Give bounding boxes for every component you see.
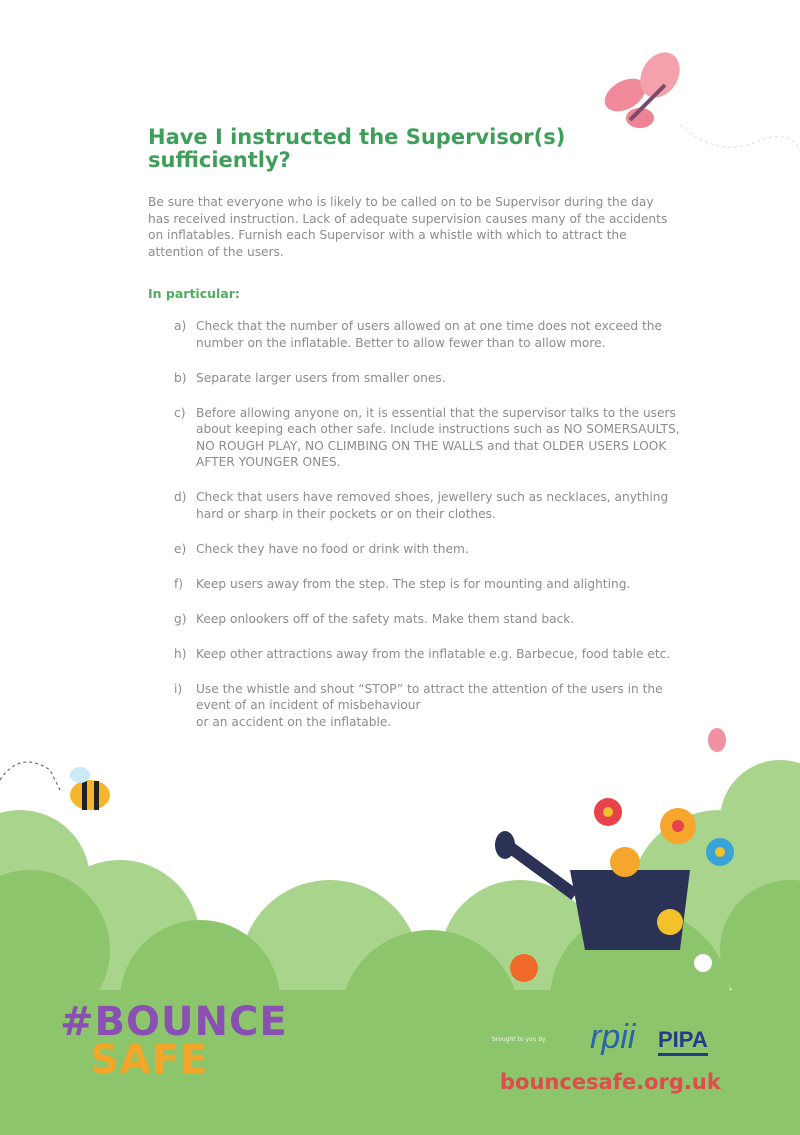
list-item xyxy=(174,611,684,628)
rpii-logo: rpii xyxy=(590,1018,636,1056)
list-item xyxy=(174,576,684,593)
item-text: Before allowing anyone on, it is essential that the supervisor talks to the users about keeping each other safe. Include instructions such as NO SOMERSAULTS, NO ROUGH PLAY, NO CLIMBING ON THE WALLS and that OLDER USERS LOOK AFTER YOUNGER ONES. xyxy=(196,405,680,469)
item-text: Separate larger users from smaller ones. xyxy=(196,370,446,385)
butterfly-icon xyxy=(599,45,688,128)
bouncesafe-logo xyxy=(60,999,288,1083)
item-text: Keep onlookers off of the safety mats. Make them stand back. xyxy=(196,611,575,626)
item-marker: f) xyxy=(174,576,184,591)
logo-line-2: SAFE xyxy=(90,1037,209,1083)
item-text: Keep other attractions away from the inflatable e.g. Barbecue, food table etc. xyxy=(196,646,671,661)
item-marker: b) xyxy=(174,370,187,385)
item-text: Check that the number of users allowed on at one time does not exceed the number on the inflatable. Better to allow fewer than to allow more. xyxy=(196,319,662,350)
subheading: In particular: xyxy=(148,286,240,301)
item-marker: a) xyxy=(174,319,187,333)
list-item xyxy=(174,318,684,351)
intro-paragraph: Be sure that everyone who is likely to be called on to be Supervisor during the day has received instruction. Lack of adequate supervision causes many of the accidents on inflatables. Furnish each Supervisor with a whistle with which to attract the attention of the users. xyxy=(148,195,668,259)
item-marker: d) xyxy=(174,490,187,504)
item-marker: g) xyxy=(174,611,187,626)
item-marker: i) xyxy=(174,681,183,696)
list-item xyxy=(174,370,684,387)
item-text: Check they have no food or drink with them. xyxy=(196,541,469,556)
pipa-logo: PIPA xyxy=(658,1027,708,1056)
bee-icon xyxy=(70,767,110,810)
small-butterfly-icon xyxy=(708,728,726,752)
instruction-list xyxy=(174,318,684,749)
item-marker: h) xyxy=(174,646,187,661)
list-item xyxy=(174,681,684,731)
list-item xyxy=(174,541,684,558)
logo-line-1: #BOUNCE xyxy=(60,999,288,1045)
item-text: Use the whistle and shout “STOP” to attract the attention of the users in the event of an incident of misbehaviour or an accident on the inflatable. xyxy=(196,681,663,729)
list-item xyxy=(174,489,684,522)
list-item xyxy=(174,405,684,471)
item-text: Keep users away from the step. The step is for mounting and alighting. xyxy=(196,576,631,591)
item-marker: c) xyxy=(174,405,186,420)
website-link[interactable]: bouncesafe.org.uk xyxy=(500,1070,721,1094)
brought-to-you-by: brought to you by xyxy=(492,1036,546,1043)
list-item xyxy=(174,646,684,663)
page-title: Have I instructed the Supervisor(s) sufficiently? xyxy=(148,125,566,172)
item-text: Check that users have removed shoes, jewellery such as necklaces, anything hard or sharp in their pockets or on their clothes. xyxy=(196,490,669,521)
item-marker: e) xyxy=(174,541,187,556)
